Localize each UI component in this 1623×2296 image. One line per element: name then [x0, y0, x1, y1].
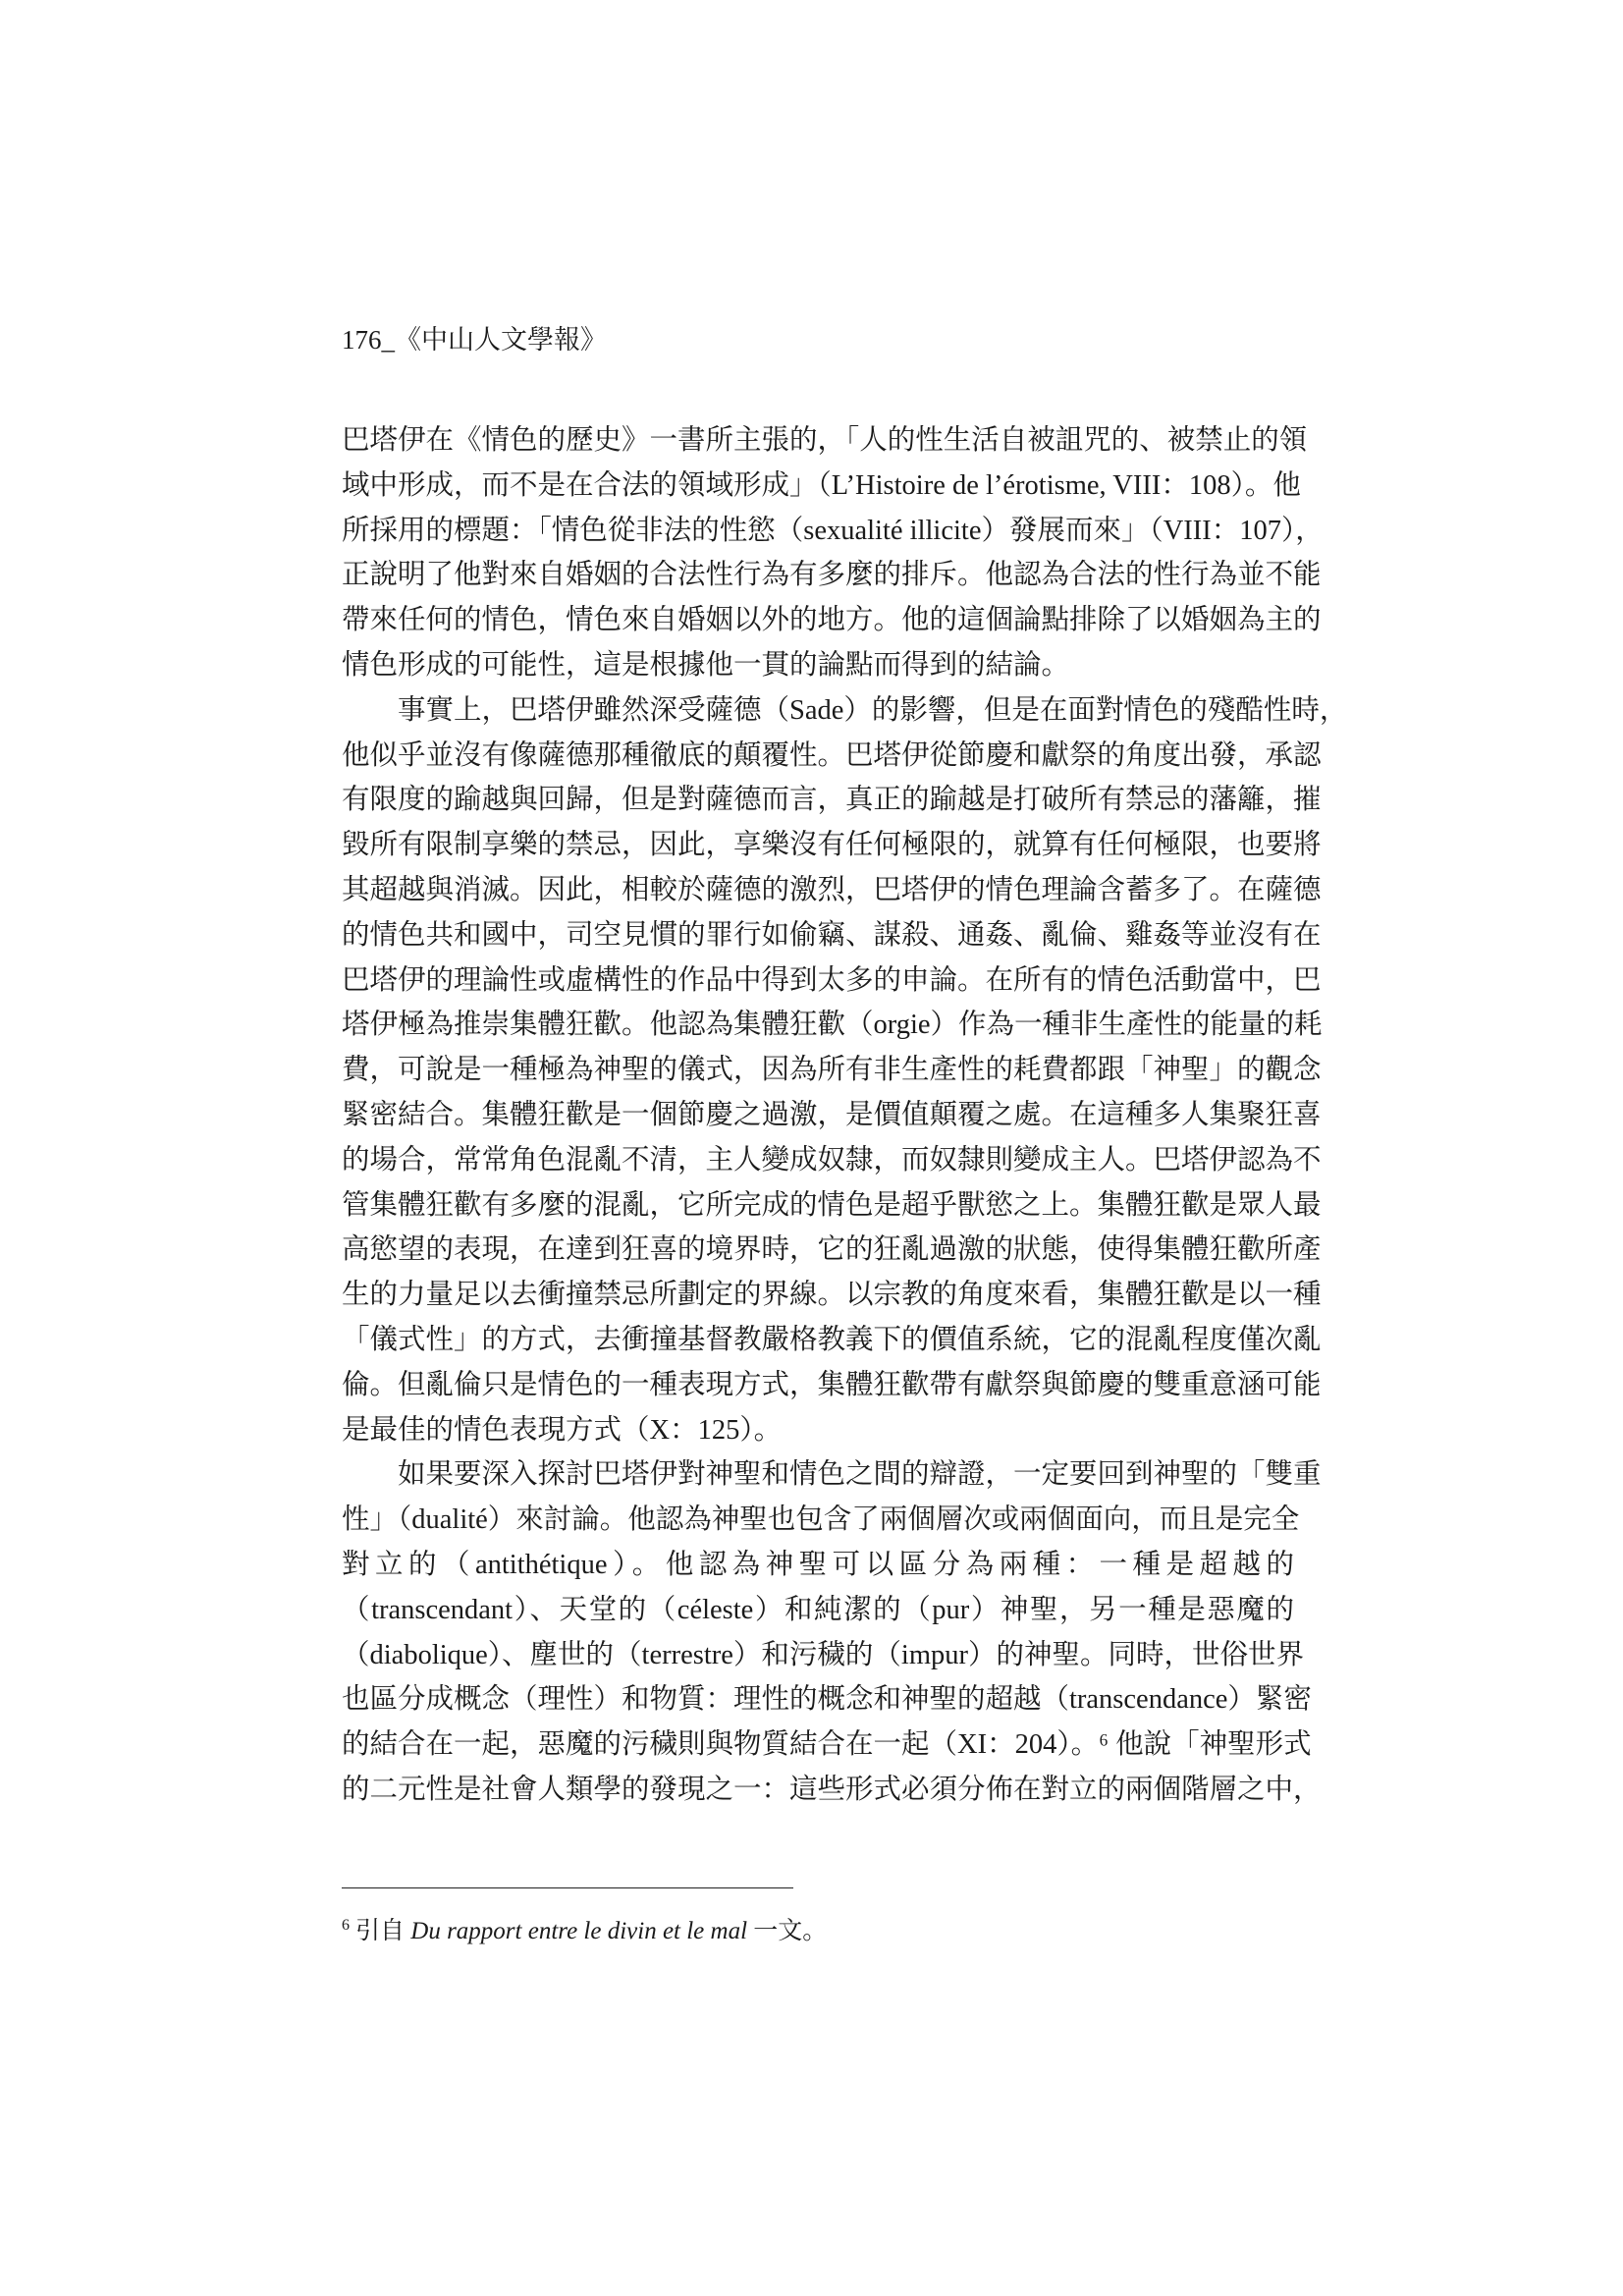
- text-line: 正說明了他對來自婚姻的合法性行為有多麼的排斥。他認為合法的性行為並不能: [342, 560, 1322, 591]
- text-line: 是最佳的情色表現方式（X：125）。: [342, 1414, 783, 1446]
- footnote: [342, 1915, 827, 1948]
- paragraph: [342, 1452, 1322, 1812]
- text-line: 性」（dualité）來討論。他認為神聖也包含了兩個層次或兩個面向，而且是完全: [342, 1504, 1300, 1536]
- text-line: 的場合，常常角色混亂不清，主人變成奴隸，而奴隸則變成主人。巴塔伊認為不: [342, 1144, 1322, 1175]
- footnote-source-title: Du rapport entre le divin et le mal: [410, 1918, 748, 1944]
- text-line: 的情色共和國中，司空見慣的罪行如偷竊、謀殺、通姦、亂倫、雞姦等並沒有在: [342, 919, 1322, 951]
- text-line: 塔伊極為推崇集體狂歡。他認為集體狂歡（orgie）作為一種非生產性的能量的耗: [342, 1010, 1323, 1041]
- text-line: 如果要深入探討巴塔伊對神聖和情色之間的辯證，一定要回到神聖的「雙重: [398, 1459, 1322, 1491]
- footnote-divider: [342, 1887, 793, 1888]
- text-line: 「儀式性」的方式，去衝撞基督教嚴格教義下的價值系統，它的混亂程度僅次亂: [342, 1324, 1322, 1355]
- text-line: 所採用的標題：「情色從非法的性慾（sexualité illicite）發展而來」（VIII：107），: [342, 515, 1324, 546]
- text-line: 其超越與消滅。因此，相較於薩德的激烈，巴塔伊的情色理論含蓄多了。在薩德: [342, 874, 1322, 905]
- text-line: 也區分成概念（理性）和物質：理性的概念和神聖的超越（transcendance）緊密: [342, 1684, 1312, 1716]
- text-line: （diabolique）、塵世的（terrestre）和污穢的（impur）的神聖。同時，世俗世界: [342, 1639, 1304, 1670]
- text-line: 管集體狂歡有多麼的混亂，它所完成的情色是超乎獸慾之上。集體狂歡是眾人最: [342, 1189, 1322, 1221]
- main-text: [342, 418, 1348, 1813]
- text-line: 巴塔伊的理論性或虛構性的作品中得到太多的申論。在所有的情色活動當中，巴: [342, 964, 1322, 996]
- text-line: 有限度的踰越與回歸，但是對薩德而言，真正的踰越是打破所有禁忌的藩籬，摧: [342, 785, 1322, 816]
- footnote-prefix: 引自: [355, 1918, 406, 1944]
- text-line: 生的力量足以去衝撞禁忌所劃定的界線。以宗教的角度來看，集體狂歡是以一種: [342, 1280, 1322, 1311]
- text-line: 對立的（antithétique）。他認為神聖可以區分為兩種：一種是超越的: [342, 1549, 1294, 1580]
- text-line: 倫。但亂倫只是情色的一種表現方式，集體狂歡帶有獻祭與節慶的雙重意涵可能: [342, 1369, 1322, 1400]
- text-line: 他似乎並沒有像薩德那種徹底的顛覆性。巴塔伊從節慶和獻祭的角度出發，承認: [342, 739, 1322, 771]
- text-line: 的二元性是社會人類學的發現之一：這些形式必須分佈在對立的兩個階層之中，: [342, 1774, 1322, 1805]
- footnote-suffix: 一文。: [753, 1918, 828, 1944]
- text-line: 巴塔伊在《情色的歷史》一書所主張的，「人的性生活自被詛咒的、被禁止的領: [342, 425, 1308, 456]
- footnote-number: 6: [342, 1916, 350, 1934]
- text-line: 情色形成的可能性，這是根據他一貫的論點而得到的結論。: [342, 649, 1070, 681]
- text-line: 事實上，巴塔伊雖然深受薩德（Sade）的影響，但是在面對情色的殘酷性時，: [398, 694, 1348, 726]
- running-head: 176_《中山人文學報》: [342, 325, 607, 355]
- text-line: 緊密結合。集體狂歡是一個節慶之過激，是價值顛覆之處。在這種多人集聚狂喜: [342, 1099, 1322, 1130]
- text-line: 的結合在一起，惡魔的污穢則與物質結合在一起（XI：204）。⁶ 他說「神聖形式: [342, 1729, 1312, 1761]
- text-line: 域中形成，而不是在合法的領域形成」（L’Histoire de l’érotisme, VIII：108）。他: [342, 469, 1301, 501]
- text-line: 費，可說是一種極為神聖的儀式，因為所有非生產性的耗費都跟「神聖」的觀念: [342, 1055, 1322, 1086]
- text-line: 高慾望的表現，在達到狂喜的境界時，它的狂亂過激的狀態，使得集體狂歡所產: [342, 1234, 1322, 1266]
- paragraph: [342, 418, 1324, 688]
- text-line: （transcendant）、天堂的（céleste）和純潔的（pur）神聖，另一種是惡魔的: [342, 1594, 1294, 1625]
- text-line: 帶來任何的情色，情色來自婚姻以外的地方。他的這個論點排除了以婚姻為主的: [342, 605, 1322, 636]
- paragraph: [342, 688, 1348, 1453]
- text-line: 毀所有限制享樂的禁忌，因此，享樂沒有任何極限的，就算有任何極限，也要將: [342, 830, 1322, 861]
